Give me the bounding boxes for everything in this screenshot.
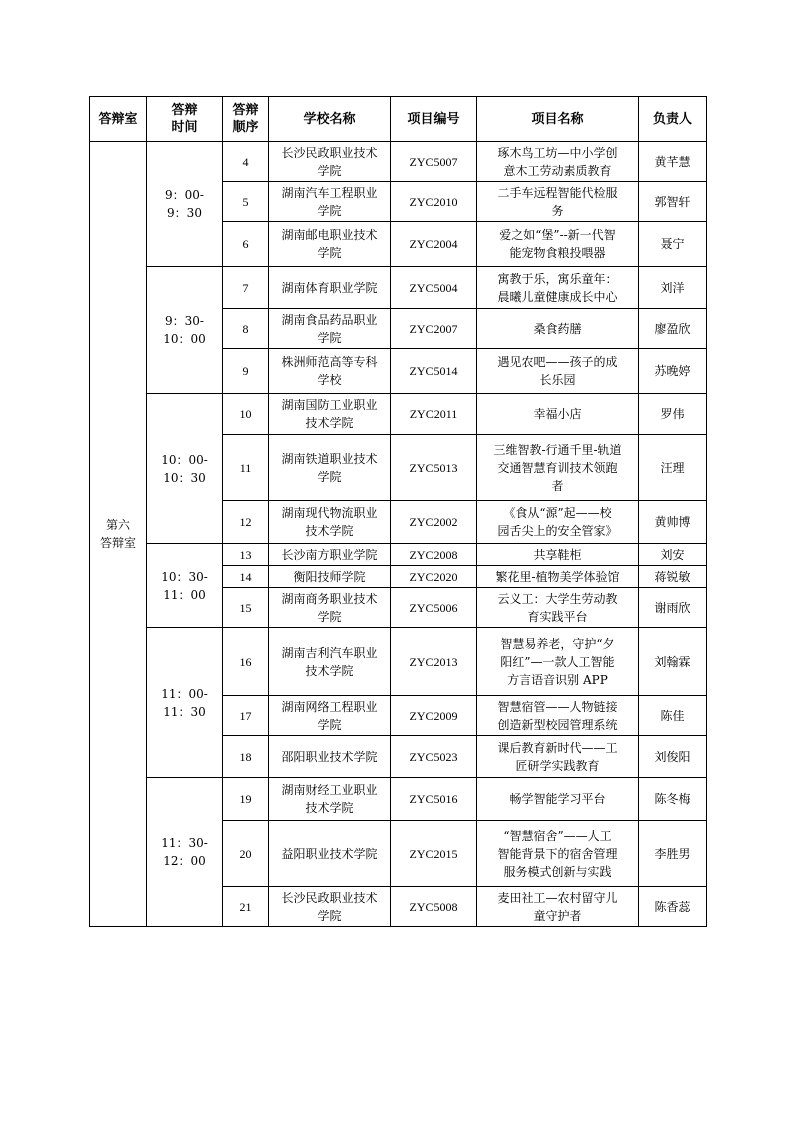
project-code-cell: ZYC2020 xyxy=(391,566,477,588)
text-line: 园舌尖上的安全管家》 xyxy=(497,524,618,538)
project-code-cell: ZYC2009 xyxy=(391,696,477,736)
leader-cell: 聂宁 xyxy=(639,222,707,267)
project-name-cell xyxy=(477,566,639,588)
project-name-cell xyxy=(477,349,639,394)
leader-cell: 黄帅博 xyxy=(639,501,707,544)
text-line: 学院 xyxy=(317,203,342,218)
text-line: 学校 xyxy=(317,373,342,387)
text-line: 12：00 xyxy=(163,854,206,868)
time-slot-cell xyxy=(147,142,223,267)
project-name-cell xyxy=(477,435,639,501)
leader-cell: 黄芊慧 xyxy=(639,142,707,182)
order-cell: 19 xyxy=(223,778,269,821)
project-name-cell xyxy=(477,222,639,267)
school-cell xyxy=(269,142,391,182)
text-line: 麦田社工—农村留守儿 xyxy=(497,890,618,905)
text-line: 答辩 xyxy=(232,103,259,118)
text-line: 桑食药膳 xyxy=(533,321,582,336)
order-cell: 8 xyxy=(223,309,269,349)
project-code-cell: ZYC2011 xyxy=(391,394,477,435)
leader-cell: 刘洋 xyxy=(639,267,707,309)
order-cell: 9 xyxy=(223,349,269,394)
project-name-cell xyxy=(477,267,639,309)
project-name-cell xyxy=(477,588,639,628)
project-code-cell: ZYC2010 xyxy=(391,182,477,222)
school-cell xyxy=(269,544,391,566)
text-line: 长沙民政职业技术 xyxy=(281,890,378,905)
text-line: 邵阳职业技术学院 xyxy=(281,749,378,764)
text-line: 11：30- xyxy=(161,836,208,850)
text-line: 湖南体育职业学院 xyxy=(281,280,378,295)
leader-cell: 苏晚婷 xyxy=(639,349,707,394)
text-line: 湖南国防工业职业 xyxy=(281,398,378,412)
text-line: 二手车远程智能代检服 xyxy=(497,185,618,200)
text-line: 云义工：大学生劳动教 xyxy=(497,591,618,606)
school-cell xyxy=(269,821,391,887)
text-line: “智慧宿舍”——人工 xyxy=(503,828,612,843)
order-cell: 14 xyxy=(223,566,269,588)
text-line: 学院 xyxy=(317,163,342,178)
text-line: 方言语音识别 APP xyxy=(507,672,608,687)
order-cell: 4 xyxy=(223,142,269,182)
header-code xyxy=(391,97,477,142)
text-line: 株洲师范高等专科 xyxy=(281,355,378,369)
text-line: 童守护者 xyxy=(533,908,582,923)
table-row xyxy=(90,394,707,435)
school-cell xyxy=(269,887,391,927)
order-cell: 11 xyxy=(223,435,269,501)
text-line: 长乐园 xyxy=(539,373,576,387)
text-line: 9：30 xyxy=(167,206,202,220)
text-line: 湖南邮电职业技术 xyxy=(281,228,378,242)
leader-cell: 郭智轩 xyxy=(639,182,707,222)
project-name-cell xyxy=(477,501,639,544)
project-code-cell: ZYC5013 xyxy=(391,435,477,501)
text-line: 答辩室 xyxy=(98,111,138,127)
text-line: 匠研学实践教育 xyxy=(515,758,600,773)
time-slot-cell xyxy=(147,778,223,927)
text-line: 学院 xyxy=(317,717,342,732)
text-line: 畅学智能学习平台 xyxy=(509,792,606,806)
text-line: 课后教育新时代——工 xyxy=(497,740,618,755)
text-line: 学院 xyxy=(317,609,342,624)
project-code-cell: ZYC5006 xyxy=(391,588,477,628)
text-line: 智慧宿管——人物链接 xyxy=(497,699,618,714)
school-cell xyxy=(269,778,391,821)
header-project xyxy=(477,97,639,142)
leader-cell: 陈香蕊 xyxy=(639,887,707,927)
header-order xyxy=(223,97,269,142)
leader-cell: 陈佳 xyxy=(639,696,707,736)
text-line: 技术学院 xyxy=(305,524,354,538)
order-cell: 21 xyxy=(223,887,269,927)
text-line: 交通智慧育训技术领跑 xyxy=(497,460,618,475)
text-line: 10：00 xyxy=(163,332,206,346)
text-line: 育实践平台 xyxy=(527,609,588,624)
school-cell xyxy=(269,435,391,501)
text-line: 者 xyxy=(551,478,564,493)
header-school xyxy=(269,97,391,142)
project-code-cell: ZYC5008 xyxy=(391,887,477,927)
text-line: 务 xyxy=(551,203,564,218)
text-line: 负责人 xyxy=(652,111,692,127)
text-line: 琢木鸟工坊—中小学创 xyxy=(497,145,618,160)
order-cell: 20 xyxy=(223,821,269,887)
order-cell: 13 xyxy=(223,544,269,566)
leader-cell: 陈冬梅 xyxy=(639,778,707,821)
project-name-cell xyxy=(477,778,639,821)
school-cell xyxy=(269,696,391,736)
order-cell: 15 xyxy=(223,588,269,628)
project-code-cell: ZYC2013 xyxy=(391,628,477,696)
leader-cell: 谢雨欣 xyxy=(639,588,707,628)
text-line: 长沙南方职业学院 xyxy=(281,547,378,562)
text-line: 11：30 xyxy=(163,704,206,719)
table-row xyxy=(90,778,707,821)
text-line: 湖南现代物流职业 xyxy=(281,506,378,520)
text-line: 9：00- xyxy=(165,188,204,202)
school-cell xyxy=(269,267,391,309)
text-line: 学院 xyxy=(317,330,342,345)
text-line: 长沙民政职业技术 xyxy=(281,145,378,160)
table-row xyxy=(90,142,707,182)
leader-cell: 廖盈欣 xyxy=(639,309,707,349)
text-line: 11：00- xyxy=(161,686,208,701)
text-line: 技术学院 xyxy=(305,801,354,815)
school-cell xyxy=(269,222,391,267)
text-line: 湖南财经工业职业 xyxy=(281,783,378,797)
text-line: 幸福小店 xyxy=(533,407,582,421)
order-cell: 5 xyxy=(223,182,269,222)
text-line: 《食从“源”起——校 xyxy=(503,506,612,520)
text-line: 湖南吉利汽车职业 xyxy=(281,645,378,660)
text-line: 服务模式创新与实践 xyxy=(503,864,612,879)
leader-cell: 刘安 xyxy=(639,544,707,566)
text-line: 智能背景下的宿舍管理 xyxy=(497,846,618,861)
text-line: 衡阳技师学院 xyxy=(293,569,366,584)
school-cell xyxy=(269,501,391,544)
text-line: 能宠物食粮投喂器 xyxy=(509,246,606,260)
text-line: 10：30 xyxy=(163,470,206,485)
text-line: 10：30- xyxy=(161,569,208,584)
text-line: 学校名称 xyxy=(303,111,356,127)
text-line: 意木工劳动素质教育 xyxy=(503,163,612,178)
time-slot-cell xyxy=(147,628,223,778)
header-time xyxy=(147,97,223,142)
project-code-cell: ZYC2015 xyxy=(391,821,477,887)
text-line: 三维智教-行通千里-轨道 xyxy=(493,442,622,457)
project-name-cell xyxy=(477,736,639,778)
project-code-cell: ZYC2008 xyxy=(391,544,477,566)
table-row xyxy=(90,544,707,566)
text-line: 湖南商务职业技术 xyxy=(281,591,378,606)
leader-cell: 李胜男 xyxy=(639,821,707,887)
project-code-cell: ZYC5014 xyxy=(391,349,477,394)
project-code-cell: ZYC2002 xyxy=(391,501,477,544)
header-row xyxy=(90,97,707,142)
project-name-cell xyxy=(477,696,639,736)
school-cell xyxy=(269,182,391,222)
text-line: 项目编号 xyxy=(407,111,460,127)
order-cell: 10 xyxy=(223,394,269,435)
table-row xyxy=(90,267,707,309)
defense-schedule-table xyxy=(89,96,707,927)
school-cell xyxy=(269,309,391,349)
project-name-cell xyxy=(477,628,639,696)
text-line: 学院 xyxy=(317,908,342,923)
leader-cell: 蒋锐敏 xyxy=(639,566,707,588)
room-cell xyxy=(90,142,147,927)
leader-cell: 汪理 xyxy=(639,435,707,501)
text-line: 湖南网络工程职业 xyxy=(281,699,378,714)
text-line: 湖南汽车工程职业 xyxy=(281,185,378,200)
school-cell xyxy=(269,588,391,628)
project-name-cell xyxy=(477,544,639,566)
leader-cell: 刘翰霖 xyxy=(639,628,707,696)
school-cell xyxy=(269,736,391,778)
leader-cell: 刘俊阳 xyxy=(639,736,707,778)
header-leader xyxy=(639,97,707,142)
text-line: 繁花里-植物美学体验馆 xyxy=(495,569,620,584)
text-line: 益阳职业技术学院 xyxy=(281,846,378,861)
text-line: 项目名称 xyxy=(531,111,584,127)
text-line: 阳红”—一款人工智能 xyxy=(500,654,615,669)
header-room xyxy=(90,97,147,142)
project-code-cell: ZYC5007 xyxy=(391,142,477,182)
text-line: 时间 xyxy=(171,120,198,135)
project-name-cell xyxy=(477,309,639,349)
text-line: 智慧易养老，守护“夕 xyxy=(500,636,615,651)
project-name-cell xyxy=(477,821,639,887)
text-line: 爱之如“堡”--新一代智 xyxy=(499,228,616,242)
project-code-cell: ZYC5016 xyxy=(391,778,477,821)
text-line: 答辩 xyxy=(171,103,198,118)
text-line: 寓教于乐，寓乐童年： xyxy=(497,271,618,286)
project-code-cell: ZYC5004 xyxy=(391,267,477,309)
order-cell: 17 xyxy=(223,696,269,736)
order-cell: 18 xyxy=(223,736,269,778)
text-line: 晨曦儿童健康成长中心 xyxy=(497,289,618,304)
text-line: 共享鞋柜 xyxy=(533,547,582,562)
time-slot-cell xyxy=(147,394,223,544)
project-name-cell xyxy=(477,182,639,222)
text-line: 9：30- xyxy=(165,314,204,328)
project-name-cell xyxy=(477,394,639,435)
text-line: 第六 xyxy=(105,518,130,532)
text-line: 顺序 xyxy=(232,120,259,135)
project-code-cell: ZYC2007 xyxy=(391,309,477,349)
school-cell xyxy=(269,628,391,696)
schedule-body xyxy=(90,142,707,927)
text-line: 遇见农吧——孩子的成 xyxy=(497,355,618,369)
text-line: 11：00 xyxy=(163,587,206,602)
text-line: 技术学院 xyxy=(305,663,354,678)
text-line: 湖南铁道职业技术 xyxy=(281,451,378,466)
project-code-cell: ZYC2004 xyxy=(391,222,477,267)
time-slot-cell xyxy=(147,544,223,628)
text-line: 湖南食品药品职业 xyxy=(281,312,378,327)
order-cell: 16 xyxy=(223,628,269,696)
project-name-cell xyxy=(477,887,639,927)
order-cell: 6 xyxy=(223,222,269,267)
text-line: 创造新型校园管理系统 xyxy=(497,717,618,732)
table-row xyxy=(90,628,707,696)
text-line: 技术学院 xyxy=(305,416,354,430)
leader-cell: 罗伟 xyxy=(639,394,707,435)
text-line: 答辩室 xyxy=(99,536,136,550)
school-cell xyxy=(269,566,391,588)
order-cell: 12 xyxy=(223,501,269,544)
time-slot-cell xyxy=(147,267,223,394)
school-cell xyxy=(269,349,391,394)
school-cell xyxy=(269,394,391,435)
text-line: 学院 xyxy=(317,246,342,260)
text-line: 学院 xyxy=(317,469,342,484)
project-name-cell xyxy=(477,142,639,182)
project-code-cell: ZYC5023 xyxy=(391,736,477,778)
order-cell: 7 xyxy=(223,267,269,309)
text-line: 10：00- xyxy=(161,452,208,467)
